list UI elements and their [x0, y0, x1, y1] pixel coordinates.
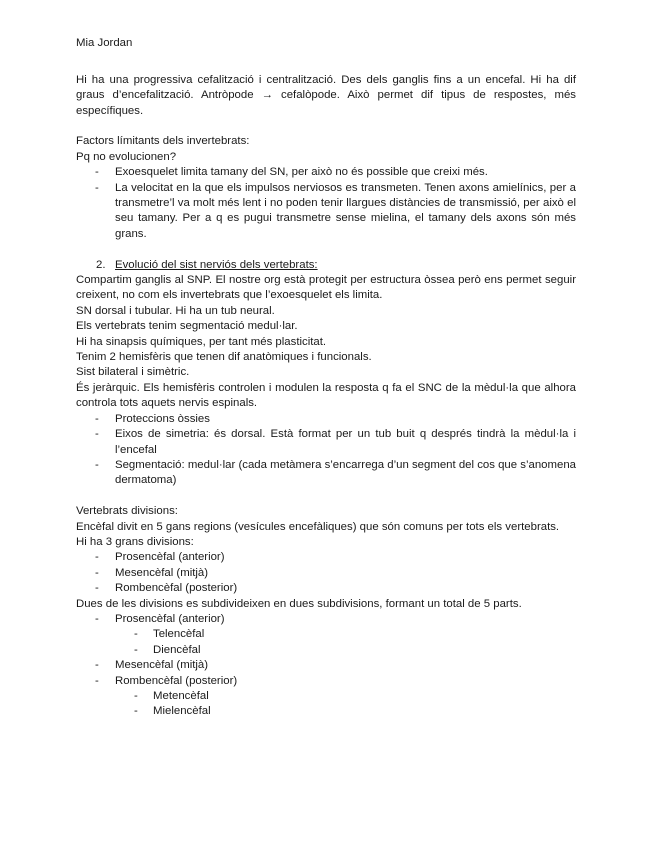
- list-item: - Exoesquelet limita tamany del SN, per això no és possible que creixi més.: [95, 166, 488, 179]
- author-name: Mia Jordan: [76, 37, 133, 49]
- section-2-paragraph: És jeràrquic. Els hemisfèris controlen i modulen la resposta q fa el SNC de la mèdul·la que alhora controla tots aquets nervis espinals.: [76, 381, 576, 410]
- section-2-heading: 2. Evolució del sist nerviós dels vertebrats:: [96, 258, 318, 271]
- intro-paragraph: Hi ha una progressiva cefalització i centralització. Des dels ganglis fins a un encefal. Hi ha dif graus d’encefalització. Antròpode → cefalòpode. Això permet dif tipus de respostes, més específiques.: [76, 73, 576, 117]
- sub-list-item: - Diencèfal: [134, 643, 201, 656]
- invertebrates-heading: Factors límitants dels invertebrats:: [76, 135, 250, 148]
- list-item: - La velocitat en la que els impulsos nerviosos es transmeten. Tenen axons amielínics, per a transmetre’l va molt més lent i no poden tenir llargues distàncies de transmissió, per això el seu tamany. Per a q es pugui transmetre sense mielina, el tamany dels axons són més grans.: [95, 181, 576, 240]
- list-item: - Segmentació: medul·lar (cada metàmera s’encarrega d’un segment del cos que s’anomena dermatoma): [95, 458, 576, 487]
- list-item: - Eixos de simetria: és dorsal. Està format per un tub buit q després tindrà la mèdul·la i l’encefal: [95, 428, 576, 456]
- divisions-line: Encèfal divit en 5 gans regions (vesícules encefàliques) que són comuns per tots els vertebrats.: [76, 520, 560, 533]
- sub-list-item: - Metencèfal: [134, 690, 209, 702]
- sub-list-item: - Mielencèfal: [134, 705, 211, 718]
- section-2-paragraph: Els vertebrats tenim segmentació medul·lar.: [76, 320, 298, 333]
- five-divisions-list: [76, 612, 576, 720]
- three-divisions-list: [76, 550, 576, 596]
- list-item: - Mesencèfal (mitjà): [95, 566, 209, 579]
- list-item: - Rombencèfal (posterior): [95, 674, 238, 687]
- list-item: - Rombencèfal (posterior): [95, 582, 238, 595]
- vertebrates-list: [76, 412, 576, 489]
- invertebrates-question: Pq no evolucionen?: [76, 150, 177, 163]
- sub-list-item: - Telencèfal: [134, 628, 205, 641]
- section-2-paragraph: Compartim ganglis al SNP. El nostre org està protegit per estructura òssea però ens permet seguir creixent, no com els invertebrats que l’exoesquelet els limita.: [76, 274, 576, 302]
- section-2-title: Evolució del sist nerviós dels vertebrats:: [115, 258, 318, 271]
- list-item: - Prosencèfal (anterior): [95, 551, 225, 564]
- section-2-paragraph: Hi ha sinapsis químiques, per tant més plasticitat.: [76, 335, 327, 348]
- divisions-line: Dues de les divisions es subdivideixen en dues subdivisions, formant un total de 5 parts.: [76, 597, 522, 610]
- document-page: [76, 36, 576, 720]
- section-2-paragraph: Sist bilateral i simètric.: [76, 366, 190, 379]
- section-2-paragraph: SN dorsal i tubular. Hi ha un tub neural.: [76, 304, 275, 317]
- list-item: - Proteccions òssies: [95, 412, 210, 425]
- divisions-heading: Vertebrats divisions:: [76, 505, 178, 518]
- list-item: - Mesencèfal (mitjà): [95, 659, 209, 672]
- divisions-line: Hi ha 3 grans divisions:: [76, 535, 194, 548]
- section-2-paragraph: Tenim 2 hemisfèris que tenen dif anatòmiques i funcionals.: [76, 351, 372, 364]
- list-item: - Prosencèfal (anterior): [95, 612, 225, 625]
- invertebrates-list: [76, 165, 576, 242]
